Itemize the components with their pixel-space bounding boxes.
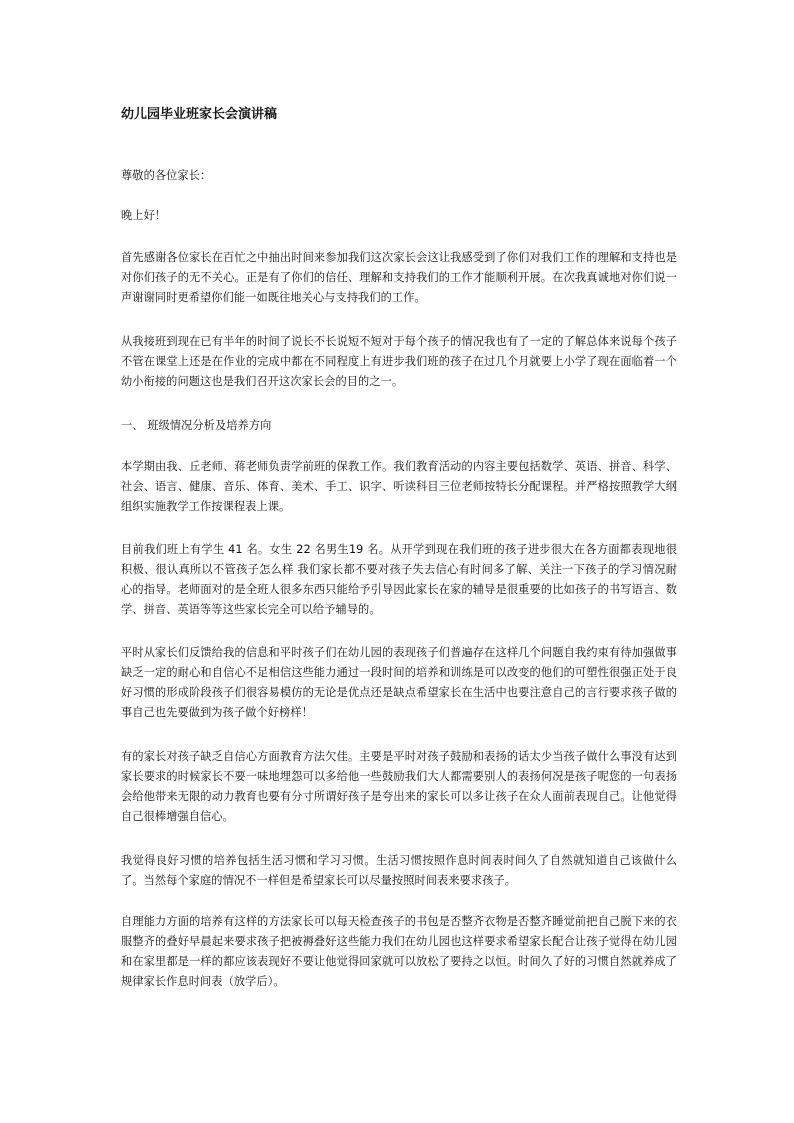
document-title: 幼儿园毕业班家长会演讲稿 [121,107,278,122]
paragraph-feedback: 平时从家长们反馈给我的信息和平时孩子们在幼儿园的表现孩子们普遍存在这样几个问题自我约束有待加强做事缺乏一定的耐心和自信心不足相信这些能力通过一段时间的培养和训练是可以改变的他们的可塑性很强正处于良好习惯的形成阶段孩子们很容易模仿的无论是优点还是缺点希望家长在生活中也要注意自己的言行要求孩子做的事自己也先要做到为孩子做个好榜样！ [121,646,677,719]
section-heading: 一、 班级情况分析及培养方向 [121,419,272,432]
greeting: 晚上好！ [121,209,167,222]
paragraph-habits: 我觉得良好习惯的培养包括生活习惯和学习习惯。生活习惯按照作息时间表时间久了自然就知道自己该做什么了。当然每个家庭的情况不一样但是希望家长可以尽量按照时间表来要求孩子。 [121,854,677,887]
salutation: 尊敬的各位家长： [121,169,212,182]
paragraph-students: 目前我们班上有学生 41 名。女生 22 名男生19 名。从开学到现在我们班的孩子进步很大在各方面都表现地很积极、很认真所以不管孩子怎么样 我们家长都不要对孩子失去信心有时间多了解、关注一下孩子的学习情况耐心的指导。老师面对的是全班人很多东西只能给予引导因此家长在家的辅导是很重要的比如孩子的书写语言、数学、拼音、英语等等这些家长完全可以给予辅导的。 [121,543,677,616]
paragraph-curriculum: 本学期由我、丘老师、蒋老师负责学前班的保教工作。我们教育活动的内容主要包括数学、英语、拼音、科学、社会、语言、健康、音乐、体育、美术、手工、识字、听读科目三位老师按特长分配课程。并严格按照教学大纲组织实施教学工作按课程表上课。 [121,460,677,513]
paragraph-self-care: 自理能力方面的培养有这样的方法家长可以每天检查孩子的书包是否整齐衣物是否整齐睡觉前把自己脱下来的衣服整齐的叠好早晨起来要求孩子把被褥叠好这些能力我们在幼儿园也这样要求希望家长配合让孩子觉得在幼儿园和在家里都是一样的都应该表现好不要让他觉得回家就可以放松了要持之以恒。时间久了好的习惯自然就养成了规律家长作息时间表（放学后）。 [121,915,677,988]
paragraph-confidence: 有的家长对孩子缺乏自信心方面教育方法欠佳。主要是平时对孩子鼓励和表扬的话太少当孩子做什么事没有达到家长要求的时候家长不要一味地埋怨可以多给他一些鼓励我们大人都需要别人的表扬何况是孩子呢您的一句表扬会给他带来无限的动力教育也要有分寸所谓好孩子是夸出来的家长可以多让孩子在众人面前表现自己。让他觉得自己很棒增强自信心。 [121,750,677,823]
paragraph-thanks: 首先感谢各位家长在百忙之中抽出时间来参加我们这次家长会这让我感受到了你们对我们工作的理解和支持也是对你们孩子的无不关心。正是有了你们的信任、理解和支持我们的工作才能顺利开展。在次我真诚地对你们说一声谢谢同时更希望你们能一如既往地关心与支持我们的工作。 [121,251,677,304]
paragraph-intro: 从我接班到现在已有半年的时间了说长不长说短不短对于每个孩子的情况我也有了一定的了解总体来说每个孩子不管在课堂上还是在作业的完成中都在不同程度上有进步我们班的孩子在过几个月就要上小学了现在面临着一个幼小衔接的问题这也是我们召开这次家长会的目的之一。 [121,335,677,388]
